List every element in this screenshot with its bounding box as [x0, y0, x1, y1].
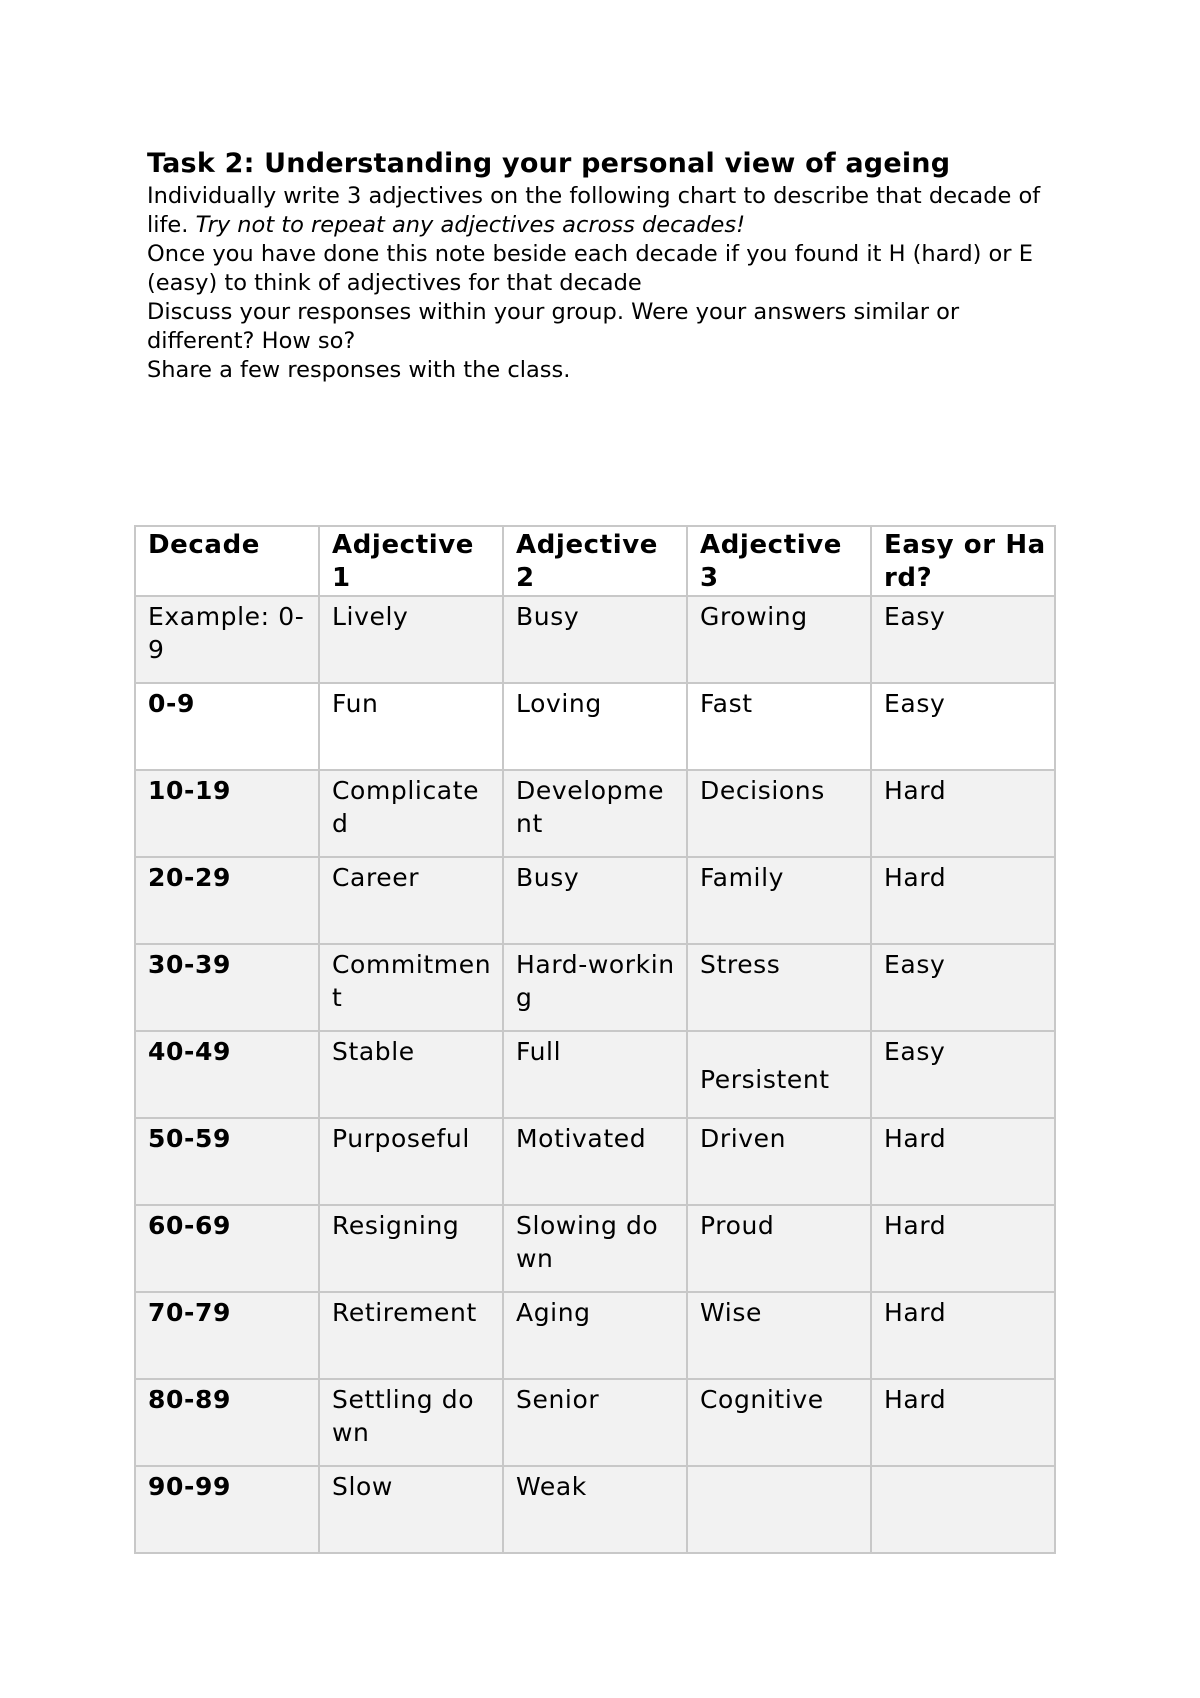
- adjective-2-cell: Senior: [503, 1379, 687, 1466]
- table-row: [135, 1292, 1055, 1379]
- decade-cell: 60-69: [135, 1205, 319, 1292]
- decade-cell: 80-89: [135, 1379, 319, 1466]
- adjective-1-cell: Fun: [319, 683, 503, 770]
- instruction-paragraph-2: Once you have done this note beside each decade if you found it H (hard) or E (easy) to think of adjectives for that decade: [147, 241, 1033, 296]
- adjective-2-cell: Aging: [503, 1292, 687, 1379]
- decade-cell: 10-19: [135, 770, 319, 857]
- adjective-1-cell: Purposeful: [319, 1118, 503, 1205]
- adjective-2-cell: Loving: [503, 683, 687, 770]
- adjective-3-cell: Decisions: [687, 770, 871, 857]
- adjective-2-cell: Development: [503, 770, 687, 857]
- table-row: [135, 683, 1055, 770]
- adjective-2-cell: Slowing down: [503, 1205, 687, 1292]
- adjective-1-cell: Stable: [319, 1031, 503, 1118]
- adjective-3-cell: Cognitive: [687, 1379, 871, 1466]
- adjective-1-cell: Commitment: [319, 944, 503, 1031]
- decade-cell: 40-49: [135, 1031, 319, 1118]
- header-adjective-3: Adjective 3: [687, 526, 871, 596]
- table-row: [135, 1031, 1055, 1118]
- instruction-emphasis: Try not to repeat any adjectives across decades!: [195, 212, 746, 238]
- header-easy-or-hard: Easy or Hard?: [871, 526, 1055, 596]
- cell-spacer: [700, 1035, 862, 1063]
- easy-or-hard-cell: Easy: [871, 1031, 1055, 1118]
- decade-cell: 50-59: [135, 1118, 319, 1205]
- table-row: [135, 596, 1055, 683]
- easy-or-hard-cell: Hard: [871, 1292, 1055, 1379]
- easy-or-hard-cell: Easy: [871, 944, 1055, 1031]
- instruction-paragraph-1: [147, 182, 1067, 240]
- table-row: [135, 857, 1055, 944]
- adjective-1-cell: Resigning: [319, 1205, 503, 1292]
- easy-or-hard-cell: Hard: [871, 1379, 1055, 1466]
- easy-or-hard-cell: Easy: [871, 683, 1055, 770]
- adjective-3-cell: [687, 1031, 871, 1118]
- adjective-3-cell: Growing: [687, 596, 871, 683]
- adjective-3-text: Persistent: [700, 1065, 830, 1094]
- adjective-1-cell: Retirement: [319, 1292, 503, 1379]
- adjective-1-cell: Slow: [319, 1466, 503, 1553]
- adjective-1-cell: Settling down: [319, 1379, 503, 1466]
- instruction-text: Individually write 3 adjectives on the following chart to describe that decade of life.: [147, 183, 1041, 238]
- adjective-3-cell: Proud: [687, 1205, 871, 1292]
- adjective-3-cell: Stress: [687, 944, 871, 1031]
- header-adjective-2: Adjective 2: [503, 526, 687, 596]
- decade-cell: 20-29: [135, 857, 319, 944]
- adjective-2-cell: Weak: [503, 1466, 687, 1553]
- decade-cell: 30-39: [135, 944, 319, 1031]
- instruction-paragraph-4: Share a few responses with the class.: [147, 357, 571, 383]
- adjective-2-cell: Full: [503, 1031, 687, 1118]
- decade-cell: 90-99: [135, 1466, 319, 1553]
- table-row: [135, 1205, 1055, 1292]
- table-header-row: [135, 526, 1055, 596]
- adjective-1-cell: Lively: [319, 596, 503, 683]
- instruction-paragraph-3: Discuss your responses within your group. Were your answers similar or different? How so?: [147, 299, 960, 354]
- decade-cell: 70-79: [135, 1292, 319, 1379]
- adjective-2-cell: Busy: [503, 596, 687, 683]
- easy-or-hard-cell: Hard: [871, 857, 1055, 944]
- easy-or-hard-cell: Easy: [871, 596, 1055, 683]
- page-title: Task 2: Understanding your personal view of ageing: [147, 148, 951, 179]
- decade-cell: 0-9: [135, 683, 319, 770]
- document-body: [147, 146, 1067, 385]
- table-row: [135, 1466, 1055, 1553]
- adjective-1-cell: Career: [319, 857, 503, 944]
- table-row: [135, 1118, 1055, 1205]
- table-body: [135, 596, 1055, 1553]
- adjective-1-cell: Complicated: [319, 770, 503, 857]
- adjective-2-cell: Busy: [503, 857, 687, 944]
- adjective-3-cell: [687, 1466, 871, 1553]
- table-row: [135, 770, 1055, 857]
- adjectives-table: [134, 525, 1056, 1554]
- easy-or-hard-cell: [871, 1466, 1055, 1553]
- table-row: [135, 1379, 1055, 1466]
- adjective-2-cell: Motivated: [503, 1118, 687, 1205]
- easy-or-hard-cell: Hard: [871, 770, 1055, 857]
- easy-or-hard-cell: Hard: [871, 1205, 1055, 1292]
- adjective-3-cell: Wise: [687, 1292, 871, 1379]
- header-adjective-1: Adjective 1: [319, 526, 503, 596]
- header-decade: Decade: [135, 526, 319, 596]
- easy-or-hard-cell: Hard: [871, 1118, 1055, 1205]
- adjective-3-cell: Family: [687, 857, 871, 944]
- adjective-3-cell: Driven: [687, 1118, 871, 1205]
- decade-cell: Example: 0-9: [135, 596, 319, 683]
- table-row: [135, 944, 1055, 1031]
- adjective-2-cell: Hard-working: [503, 944, 687, 1031]
- adjective-3-cell: Fast: [687, 683, 871, 770]
